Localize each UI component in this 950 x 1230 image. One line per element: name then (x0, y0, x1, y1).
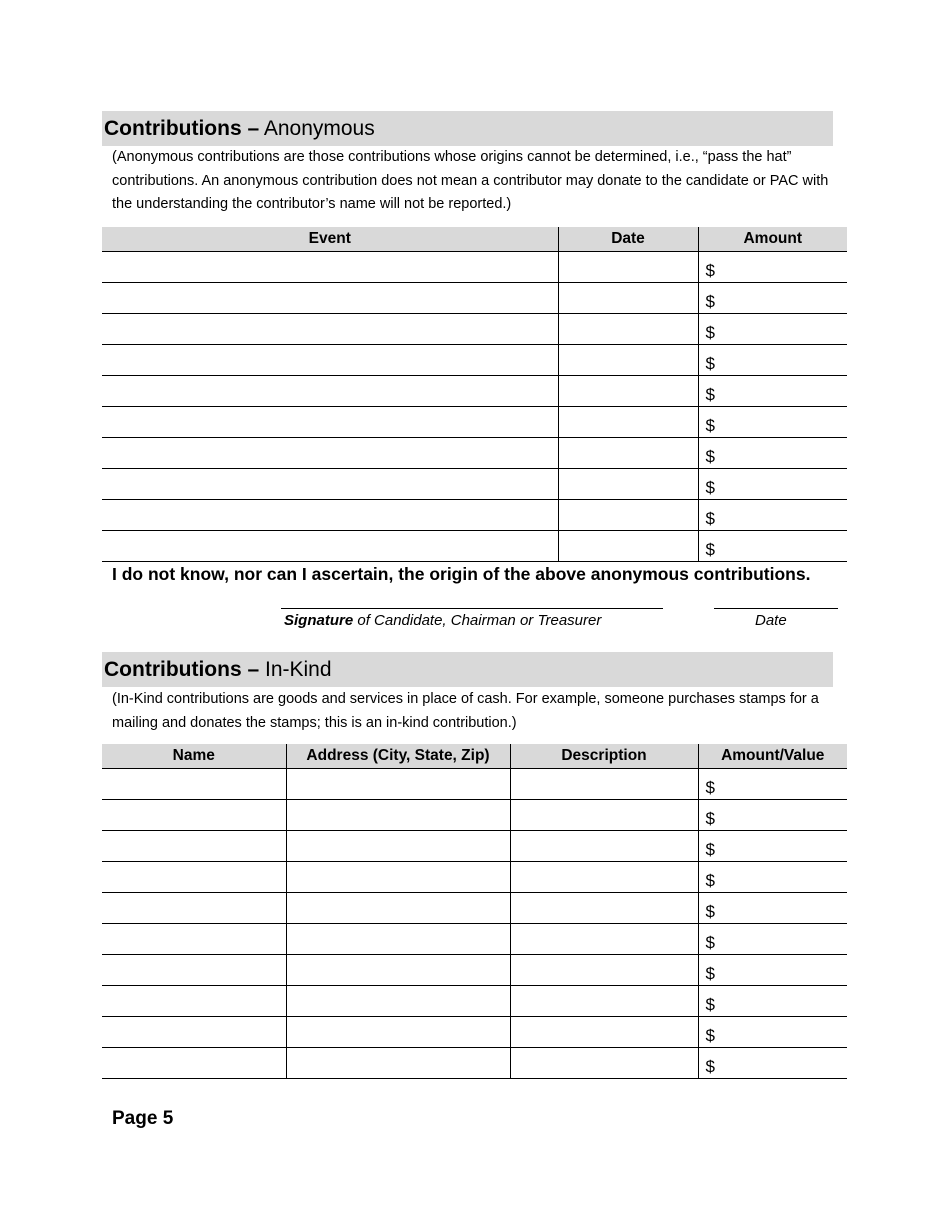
inkind-table-header (102, 744, 847, 769)
event-cell[interactable] (102, 500, 558, 531)
inkind-section-header (102, 652, 833, 687)
anonymous-table-header (102, 227, 847, 252)
signature-line[interactable] (281, 608, 663, 609)
date-cell[interactable] (558, 407, 698, 438)
event-cell[interactable] (102, 252, 558, 283)
column-header-address: Address (City, State, Zip) (286, 744, 510, 769)
column-header-amount: Amount (698, 227, 847, 252)
address-cell[interactable] (286, 924, 510, 955)
address-cell[interactable] (286, 1048, 510, 1079)
amount-cell[interactable] (698, 531, 847, 562)
currency-symbol: $ (705, 509, 715, 528)
date-cell[interactable] (558, 500, 698, 531)
address-cell[interactable] (286, 831, 510, 862)
currency-symbol: $ (705, 778, 715, 797)
description-cell[interactable] (510, 1017, 698, 1048)
amount-value-cell[interactable] (698, 800, 847, 831)
amount-cell[interactable] (698, 252, 847, 283)
description-cell[interactable] (510, 769, 698, 800)
currency-symbol: $ (705, 1057, 715, 1076)
column-header-name: Name (102, 744, 286, 769)
date-cell[interactable] (558, 283, 698, 314)
description-cell[interactable] (510, 955, 698, 986)
name-cell[interactable] (102, 924, 286, 955)
description-cell[interactable] (510, 893, 698, 924)
amount-value-cell[interactable] (698, 1048, 847, 1079)
table-row (102, 314, 847, 345)
amount-cell[interactable] (698, 500, 847, 531)
address-cell[interactable] (286, 800, 510, 831)
column-header-date: Date (558, 227, 698, 252)
event-cell[interactable] (102, 469, 558, 500)
column-header-description: Description (510, 744, 698, 769)
inkind-title-bold: Contributions – (104, 658, 260, 681)
name-cell[interactable] (102, 800, 286, 831)
anonymous-table (102, 227, 847, 562)
table-row (102, 345, 847, 376)
amount-cell[interactable] (698, 469, 847, 500)
table-row (102, 438, 847, 469)
table-row (102, 531, 847, 562)
amount-cell[interactable] (698, 407, 847, 438)
inkind-title-rest: In-Kind (259, 658, 332, 681)
name-cell[interactable] (102, 1017, 286, 1048)
name-cell[interactable] (102, 986, 286, 1017)
currency-symbol: $ (705, 871, 715, 890)
date-cell[interactable] (558, 469, 698, 500)
amount-cell[interactable] (698, 376, 847, 407)
table-row (102, 252, 847, 283)
event-cell[interactable] (102, 407, 558, 438)
date-cell[interactable] (558, 376, 698, 407)
currency-symbol: $ (705, 995, 715, 1014)
signature-label-rest: of Candidate, Chairman or Treasurer (353, 612, 602, 629)
amount-value-cell[interactable] (698, 831, 847, 862)
amount-value-cell[interactable] (698, 986, 847, 1017)
signature-label-bold: Signature (284, 612, 354, 629)
description-cell[interactable] (510, 1048, 698, 1079)
column-header-event: Event (102, 227, 558, 252)
amount-cell[interactable] (698, 314, 847, 345)
address-cell[interactable] (286, 1017, 510, 1048)
inkind-table (102, 744, 847, 1079)
page-number: Page 5 (112, 1108, 174, 1129)
anonymous-title-bold: Contributions – (104, 117, 260, 140)
currency-symbol: $ (705, 447, 715, 466)
amount-value-cell[interactable] (698, 924, 847, 955)
date-cell[interactable] (558, 531, 698, 562)
address-cell[interactable] (286, 769, 510, 800)
table-row (102, 376, 847, 407)
currency-symbol: $ (705, 354, 715, 373)
table-row (102, 831, 847, 862)
date-label: Date (755, 612, 787, 629)
signature-label (284, 612, 601, 629)
address-cell[interactable] (286, 893, 510, 924)
amount-value-cell[interactable] (698, 769, 847, 800)
table-row (102, 924, 847, 955)
currency-symbol: $ (705, 540, 715, 559)
table-row (102, 769, 847, 800)
amount-value-cell[interactable] (698, 862, 847, 893)
address-cell[interactable] (286, 862, 510, 893)
name-cell[interactable] (102, 769, 286, 800)
name-cell[interactable] (102, 893, 286, 924)
address-cell[interactable] (286, 955, 510, 986)
table-row (102, 800, 847, 831)
table-row (102, 500, 847, 531)
table-row (102, 862, 847, 893)
name-cell[interactable] (102, 831, 286, 862)
currency-symbol: $ (705, 292, 715, 311)
event-cell[interactable] (102, 314, 558, 345)
currency-symbol: $ (705, 478, 715, 497)
amount-cell[interactable] (698, 438, 847, 469)
anonymous-title-rest: Anonymous (259, 117, 375, 140)
event-cell[interactable] (102, 438, 558, 469)
currency-symbol: $ (705, 840, 715, 859)
column-header-amount-value: Amount/Value (698, 744, 847, 769)
table-row (102, 1017, 847, 1048)
currency-symbol: $ (705, 809, 715, 828)
description-cell[interactable] (510, 986, 698, 1017)
date-cell[interactable] (558, 252, 698, 283)
amount-cell[interactable] (698, 283, 847, 314)
table-row (102, 893, 847, 924)
name-cell[interactable] (102, 955, 286, 986)
event-cell[interactable] (102, 283, 558, 314)
table-row (102, 407, 847, 438)
table-row (102, 469, 847, 500)
currency-symbol: $ (705, 964, 715, 983)
name-cell[interactable] (102, 862, 286, 893)
date-line[interactable] (714, 608, 838, 609)
description-cell[interactable] (510, 862, 698, 893)
amount-cell[interactable] (698, 345, 847, 376)
anonymous-intro: (Anonymous contributions are those contributions whose origins cannot be determined, i.e., “pass the hat” contributions. An anonymous contribution does not mean a contributor may donate to the candidate or PAC with the understanding the contributor’s name will not be reported.) (112, 149, 829, 212)
currency-symbol: $ (705, 1026, 715, 1045)
table-row (102, 986, 847, 1017)
table-row (102, 283, 847, 314)
description-cell[interactable] (510, 800, 698, 831)
event-cell[interactable] (102, 531, 558, 562)
currency-symbol: $ (705, 902, 715, 921)
currency-symbol: $ (705, 416, 715, 435)
event-cell[interactable] (102, 376, 558, 407)
table-row (102, 1048, 847, 1079)
amount-value-cell[interactable] (698, 1017, 847, 1048)
description-cell[interactable] (510, 924, 698, 955)
date-cell[interactable] (558, 345, 698, 376)
name-cell[interactable] (102, 1048, 286, 1079)
date-cell[interactable] (558, 438, 698, 469)
currency-symbol: $ (705, 261, 715, 280)
anonymous-section-header (102, 111, 833, 146)
inkind-intro: (In-Kind contributions are goods and services in place of cash. For example, someone purchases stamps for a mailing and donates the stamps; this is an in-kind contribution.) (112, 691, 819, 731)
anonymous-statement: I do not know, nor can I ascertain, the origin of the above anonymous contributions. (112, 564, 811, 584)
currency-symbol: $ (705, 323, 715, 342)
date-cell[interactable] (558, 314, 698, 345)
table-row (102, 955, 847, 986)
amount-value-cell[interactable] (698, 893, 847, 924)
amount-value-cell[interactable] (698, 955, 847, 986)
address-cell[interactable] (286, 986, 510, 1017)
event-cell[interactable] (102, 345, 558, 376)
currency-symbol: $ (705, 933, 715, 952)
description-cell[interactable] (510, 831, 698, 862)
currency-symbol: $ (705, 385, 715, 404)
